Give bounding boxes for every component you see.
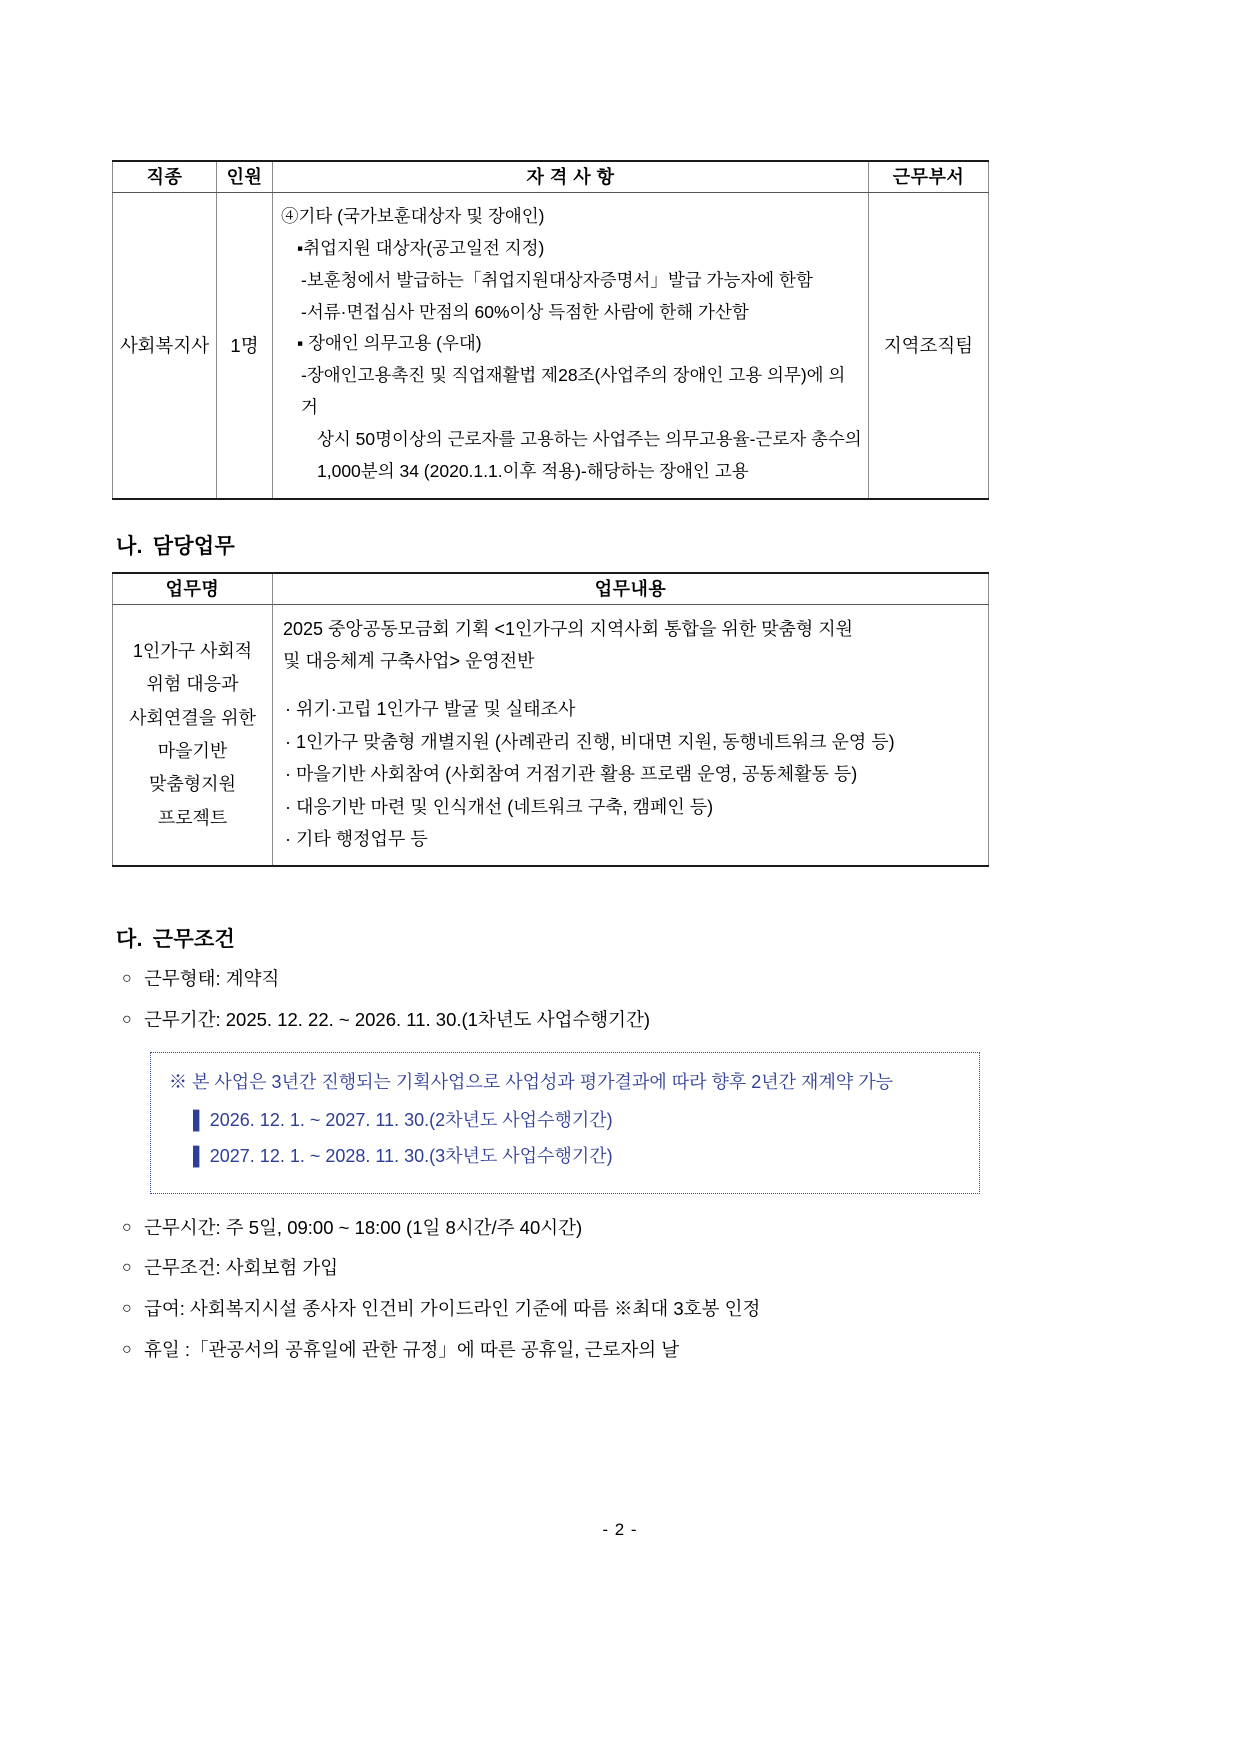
duty-name-line: 맞춤형지원	[149, 774, 236, 795]
circle-bullet-icon: ○	[122, 1218, 132, 1236]
duty-table-row	[113, 604, 989, 866]
cell-duty-name	[113, 604, 273, 866]
list-item	[112, 965, 988, 993]
cell-department: 지역조직팀	[869, 193, 989, 499]
note-sub-text: 2027. 12. 1. ~ 2028. 11. 30.(3차년도 사업수행기간)	[209, 1145, 613, 1166]
header-department: 근무부서	[869, 161, 989, 193]
note-sub-text: 2026. 12. 1. ~ 2027. 11. 30.(2차년도 사업수행기간)	[209, 1109, 613, 1130]
cell-count: 1명	[217, 193, 273, 499]
spacer	[283, 677, 980, 693]
section-marker: 다.	[116, 928, 143, 952]
section-marker: 나.	[116, 534, 143, 558]
duty-name-line: 위험 대응과	[146, 674, 239, 695]
qualification-line: -보훈청에서 발급하는「취업지원대상자증명서」발급 가능자에 한함	[301, 269, 813, 290]
list-item-text: 급여: 사회복지시설 종사자 인건비 가이드라인 기준에 따름 ※최대 3호봉 인정	[144, 1298, 761, 1319]
note-box	[150, 1052, 980, 1194]
duty-bullet: · 대응기반 마련 및 인식개선 (네트워크 구축, 캠페인 등)	[285, 796, 714, 817]
header-duty-desc: 업무내용	[273, 573, 989, 605]
bar-marker-icon: ▌	[193, 1109, 206, 1130]
duty-name-line: 프로젝트	[157, 807, 228, 828]
circle-bullet-icon: ○	[122, 1300, 132, 1317]
circle-bullet-icon: ○	[122, 1340, 132, 1358]
cell-job: 사회복지사	[113, 193, 217, 499]
duty-name-line: 마을기반	[157, 740, 228, 761]
duty-bullet: · 위기·고립 1인가구 발굴 및 실태조사	[285, 699, 576, 720]
duty-intro-line: 및 대응체계 구축사업> 운영전반	[283, 650, 535, 671]
qualification-line: ▪ 장애인 의무고용 (우대)	[297, 333, 482, 354]
header-qualification: 자 격 사 항	[273, 161, 869, 193]
list-item	[112, 1214, 988, 1242]
duty-bullet: · 마을기반 사회참여 (사회참여 거점기관 활용 프로램 운영, 공동체활동 등)	[285, 764, 858, 785]
header-count: 인원	[217, 161, 273, 193]
duty-intro-line: 2025 중앙공동모금회 기획 <1인가구의 지역사회 통합을 위한 맞춤형 지원	[283, 618, 854, 639]
note-sub-item	[169, 1107, 961, 1135]
circle-bullet-icon: ○	[122, 970, 132, 988]
note-sub-item	[169, 1143, 961, 1171]
list-item-text: 근무기간: 2025. 12. 22. ~ 2026. 11. 30.(1차년도 사업수행기간)	[144, 1009, 651, 1031]
table-row	[113, 193, 989, 499]
section-heading-duty	[112, 530, 988, 560]
page-number: - 2 -	[602, 1520, 638, 1539]
cell-qualification	[273, 193, 869, 499]
qualification-line: ④기타 (국가보훈대상자 및 장애인)	[281, 206, 545, 226]
header-job: 직종	[113, 161, 217, 193]
list-item	[112, 1295, 988, 1323]
section-title-text: 근무조건	[152, 928, 236, 952]
section-title-text: 담당업무	[152, 534, 236, 558]
page-content	[112, 160, 988, 1377]
circle-bullet-icon: ○	[122, 1259, 132, 1277]
list-item-text: 휴일 :「관공서의 공휴일에 관한 규정」에 따른 공휴일, 근로자의 날	[144, 1338, 680, 1360]
duty-table	[112, 572, 989, 868]
header-duty-name: 업무명	[113, 573, 273, 605]
duty-bullet: · 기타 행정업무 등	[285, 828, 428, 849]
qualification-line: 1,000분의 34 (2020.1.1.이후 적용)-해당하는 장애인 고용	[317, 460, 749, 481]
duty-name-line: 사회연결을 위한	[129, 707, 256, 728]
duty-name-line: 1인가구 사회적	[132, 641, 253, 662]
list-item-text: 근무시간: 주 5일, 09:00 ~ 18:00 (1일 8시간/주 40시간)	[144, 1216, 583, 1238]
duty-table-header-row	[113, 573, 989, 605]
qualification-line: 상시 50명이상의 근로자를 고용하는 사업주는 의무고용율-근로자 총수의	[317, 428, 862, 449]
section-heading-work-conditions	[112, 923, 988, 953]
list-item	[112, 1254, 988, 1282]
list-item	[112, 1006, 988, 1034]
list-item-text: 근무형태: 계약직	[144, 968, 280, 990]
list-item	[112, 1336, 988, 1364]
note-main-text: ※ 본 사업은 3년간 진행되는 기획사업으로 사업성과 평가결과에 따라 향후 2년간 재계약 가능	[169, 1071, 893, 1092]
work-conditions-list	[112, 965, 988, 1363]
qualification-line: -서류·면접심사 만점의 60%이상 득점한 사람에 한해 가산함	[301, 301, 749, 322]
circle-bullet-icon: ○	[122, 1011, 132, 1029]
page-footer	[0, 1520, 1240, 1540]
duty-bullet: · 1인가구 맞춤형 개별지원 (사례관리 진행, 비대면 지원, 동행네트워크 운영 등)	[285, 731, 895, 752]
qualification-table	[112, 160, 989, 500]
list-item-text: 근무조건: 사회보험 가입	[144, 1257, 339, 1279]
bar-marker-icon: ▌	[193, 1145, 206, 1166]
qualification-line: -장애인고용촉진 및 직업재활법 제28조(사업주의 장애인 고용 의무)에 의거	[301, 365, 846, 418]
cell-duty-description	[273, 604, 989, 866]
qualification-line: ▪취업지원 대상자(공고일전 지정)	[297, 237, 545, 258]
table-header-row	[113, 161, 989, 193]
